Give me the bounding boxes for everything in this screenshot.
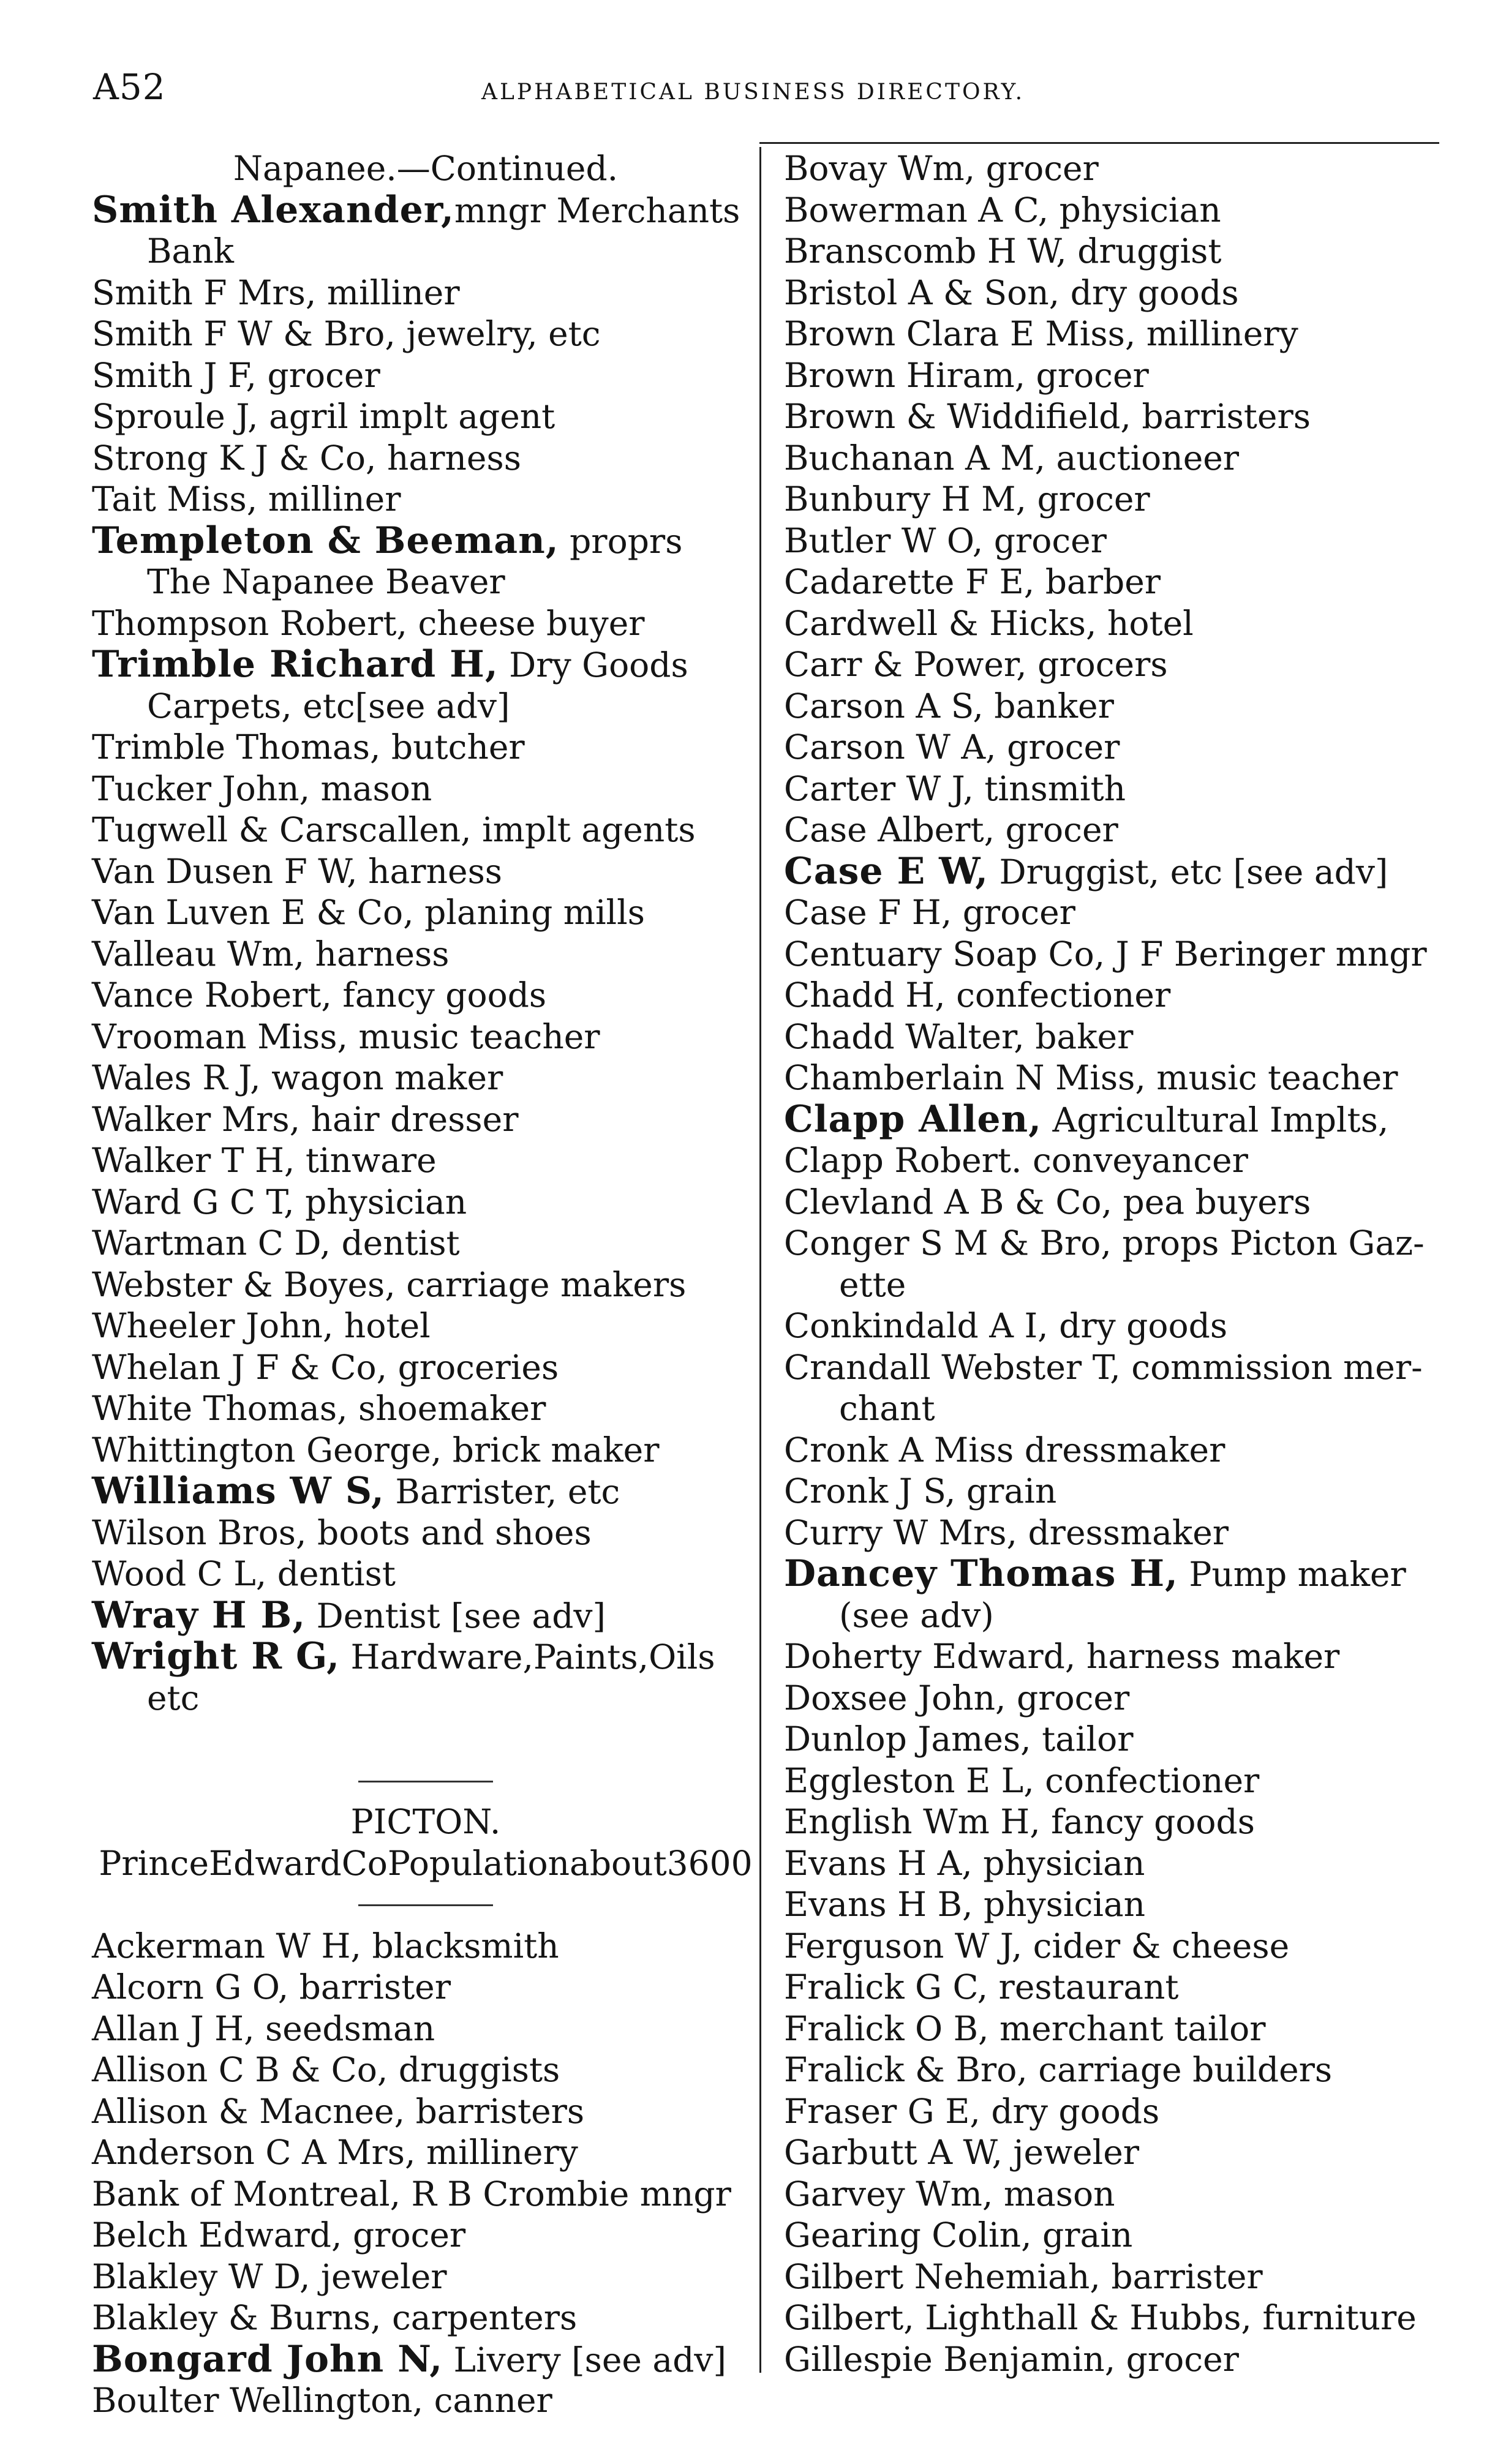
directory-entry [92,768,759,810]
entry-text: Chamberlain N Miss, music teacher [784,1058,1398,1097]
directory-entry [784,1967,1464,2008]
entry-text: Whelan J F & Co, groceries [92,1347,559,1387]
entry-text: Garbutt A W, jeweler [784,2133,1140,2172]
directory-entry [92,562,759,603]
entry-name-bold: Wray H B, [92,1593,306,1637]
entry-text: (see adv) [839,1595,994,1635]
entry-text: Evans H B, physician [784,1885,1146,1924]
entry-text: Webster & Boyes, carriage makers [92,1264,687,1304]
directory-entry [92,1388,759,1430]
directory-entry [784,2339,1464,2381]
entry-text: ette [839,1264,906,1304]
entry-text: Smith J F, grocer [92,355,380,395]
entry-text: Allison & Macnee, barristers [92,2091,585,2131]
entry-text: Bunbury H M, grocer [784,479,1150,519]
entry-text: Valleau Wm, harness [92,934,450,974]
entry-text: Boulter Wellington, canner [92,2381,552,2420]
directory-entry [784,1760,1464,1802]
entry-text: Gilbert Nehemiah, barrister [784,2256,1263,2296]
entry-text: Garvey Wm, mason [784,2174,1115,2214]
entry-text: Doherty Edward, harness maker [784,1637,1340,1676]
directory-entry [92,1016,759,1058]
directory-entry [92,2256,759,2298]
entry-text: Van Luven E & Co, planing mills [92,893,645,932]
entry-text: Bristol A & Son, dry goods [784,272,1239,312]
right-column [784,148,1464,2380]
directory-entry [784,1140,1464,1182]
entry-text: Centuary Soap Co, J F Beringer mngr [784,934,1427,974]
entry-text: Walker T H, tinware [92,1141,437,1180]
entry-name-bold: Williams W S, [92,1470,385,1512]
directory-entry [92,1099,759,1141]
directory-entry [784,562,1464,603]
entry-text: Hardware,Paints,Oils [340,1637,715,1677]
entry-text: Anderson C A Mrs, millinery [92,2133,578,2172]
directory-entry [92,2132,759,2174]
entry-text: Cadarette F E, barber [784,562,1161,601]
directory-entry [92,851,759,893]
directory-entry [784,1305,1464,1347]
entry-text: Carpets, etc[see adv] [147,686,510,726]
entry-text: Doxsee John, grocer [784,1678,1130,1718]
directory-entry [784,809,1464,851]
entry-text: Gillespie Benjamin, grocer [784,2339,1239,2379]
napanee-entries [92,190,759,1719]
directory-entry [784,768,1464,810]
directory-entry [784,1719,1464,1760]
entry-text: Walker Mrs, hair dresser [92,1099,519,1139]
entry-text: Dunlop James, tailor [784,1719,1134,1759]
entry-text: Brown Clara E Miss, millinery [784,314,1298,353]
entry-text: Dentist [see adv] [306,1596,606,1636]
directory-entry [784,2174,1464,2215]
directory-entry [92,2174,759,2215]
entry-text: etc [147,1678,200,1718]
directory-entry [784,1016,1464,1058]
directory-entry [784,1926,1464,1967]
directory-entry [784,2132,1464,2174]
directory-entry [784,644,1464,686]
directory-entry [784,396,1464,438]
directory-entry [92,2049,759,2091]
entry-text: White Thomas, shoemaker [92,1389,546,1428]
entry-text: Thompson Robert, cheese buyer [92,603,645,643]
directory-entry [92,520,759,562]
spacer [92,1719,759,1760]
entry-text: Barrister, etc [384,1472,620,1511]
directory-entry [784,892,1464,934]
directory-entry [92,644,759,686]
entry-text: Eggleston E L, confectioner [784,1760,1260,1800]
directory-entry [92,1471,759,1512]
picton-population: PrinceEdwardCoPopulationabout3600 [99,1843,753,1883]
entry-text: English Wm H, fancy goods [784,1802,1255,1841]
directory-entry [784,1595,1464,1637]
directory-entry [784,272,1464,314]
separator-dash [92,1760,759,1802]
directory-entry [92,438,759,479]
entry-text: Curry W Mrs, dressmaker [784,1512,1229,1552]
entry-text: Gearing Colin, grain [784,2215,1133,2255]
directory-entry [784,2091,1464,2133]
column-divider [759,147,761,2373]
directory-entry [784,1388,1464,1430]
directory-entry [784,727,1464,768]
entry-text: Branscomb H W, druggist [784,231,1222,271]
left-column [92,148,759,2422]
directory-entry [92,190,759,231]
entry-text: Pump maker [1178,1555,1406,1594]
directory-entry [92,1182,759,1223]
directory-entry [784,1512,1464,1554]
entry-text: Smith F Mrs, milliner [92,272,460,312]
entry-text: Agricultural Implts, [1042,1100,1389,1140]
entry-text: Clevland A B & Co, pea buyers [784,1182,1311,1222]
entry-text: Cardwell & Hicks, hotel [784,603,1194,643]
entry-text: Cronk A Miss dressmaker [784,1430,1226,1470]
entry-text: Wheeler John, hotel [92,1306,431,1345]
entry-text: Wood C L, dentist [92,1554,396,1593]
entry-name-bold: Bongard John N, [92,2337,443,2381]
directory-entry [784,1884,1464,1926]
directory-entry [92,272,759,314]
picton-entries [92,1926,759,2422]
directory-entry [784,1182,1464,1223]
entry-text: Bank of Montreal, R B Crombie mngr [92,2174,731,2214]
entry-text: Bowerman A C, physician [784,190,1221,230]
entry-text: Dry Goods [498,645,688,685]
directory-entry [784,520,1464,562]
directory-entry [92,314,759,355]
directory-entry [784,355,1464,397]
entry-text: Carr & Power, grocers [784,645,1168,684]
directory-entry [784,1553,1464,1595]
entry-text: Conkindald A I, dry goods [784,1306,1228,1345]
directory-entry [92,2339,759,2381]
entry-text: Fralick & Bro, carriage builders [784,2050,1333,2089]
directory-entry [92,2297,759,2339]
directory-entry [784,479,1464,520]
directory-entry [92,1347,759,1389]
entry-text: The Napanee Beaver [147,562,505,601]
directory-entry [784,314,1464,355]
directory-entry [92,1926,759,1967]
entry-text: Fralick O B, merchant tailor [784,2008,1266,2048]
entry-text: Ferguson W J, cider & cheese [784,1926,1290,1966]
entry-text: Carson A S, banker [784,686,1114,726]
entry-text: Chadd Walter, baker [784,1016,1134,1056]
entry-text: Butler W O, grocer [784,520,1107,560]
right-entries [784,148,1464,2380]
entry-name-bold: Smith Alexander, [92,188,454,231]
entry-text: Blakley & Burns, carpenters [92,2298,578,2337]
entry-text: Fraser G E, dry goods [784,2091,1160,2131]
entry-text: Carter W J, tinsmith [784,768,1126,808]
directory-entry [92,1264,759,1306]
header-rule [759,142,1439,144]
entry-text: Ward G C T, physician [92,1182,467,1222]
entry-text: Fralick G C, restaurant [784,1967,1179,2007]
entry-text: Buchanan A M, auctioneer [784,438,1240,478]
directory-entry [784,603,1464,645]
entry-text: Tugwell & Carscallen, implt agents [92,810,696,849]
entry-text: Conger S M & Bro, props Picton Gaz- [784,1223,1425,1263]
directory-entry [92,1595,759,1637]
directory-entry [784,1843,1464,1885]
entry-text: Carson W A, grocer [784,727,1120,767]
directory-entry [92,1967,759,2008]
continued-heading: Napanee.—Continued. [233,149,619,188]
directory-entry [784,2256,1464,2298]
entry-text: Trimble Thomas, butcher [92,727,525,767]
directory-entry [92,727,759,768]
directory-entry [92,809,759,851]
entry-name-bold: Clapp Allen, [784,1097,1042,1141]
entry-text: Brown Hiram, grocer [784,355,1149,395]
entry-text: Vrooman Miss, music teacher [92,1016,600,1056]
directory-entry [784,1636,1464,1678]
directory-entry [92,2008,759,2050]
entry-name-bold: Wright R G, [92,1635,341,1678]
entry-name-bold: Case E W, [784,849,989,893]
directory-entry [784,1057,1464,1099]
directory-entry [784,1347,1464,1389]
entry-text: Tait Miss, milliner [92,479,401,519]
directory-entry [784,686,1464,727]
entry-text: Wartman C D, dentist [92,1223,460,1263]
directory-entry [92,1512,759,1554]
directory-entry [92,355,759,397]
directory-entry [92,2091,759,2133]
entry-text: Cronk J S, grain [784,1471,1057,1511]
running-head: ALPHABETICAL BUSINESS DIRECTORY. [481,80,1025,105]
directory-entry [92,934,759,975]
directory-entry [92,1430,759,1471]
entry-text: Gilbert, Lighthall & Hubbs, furniture [784,2298,1417,2337]
entry-text: Vance Robert, fancy goods [92,975,547,1015]
directory-entry [784,148,1464,190]
directory-entry [784,231,1464,272]
directory-entry [784,1223,1464,1264]
entry-text: chant [839,1389,935,1428]
entry-text: Allan J H, seedsman [92,2008,435,2048]
entry-name-bold: Templeton & Beeman, [92,519,559,562]
entry-text: Wales R J, wagon maker [92,1058,503,1097]
directory-entry [784,851,1464,893]
directory-entry [92,686,759,727]
entry-text: Sproule J, agril implt agent [92,397,555,436]
entry-text: Wilson Bros, boots and shoes [92,1512,592,1552]
entry-text: Van Dusen F W, harness [92,851,503,891]
directory-entry [92,1678,759,1719]
directory-entry [92,231,759,272]
directory-entry [92,396,759,438]
entry-text: Evans H A, physician [784,1843,1145,1883]
entry-text: Alcorn G O, barrister [92,1967,451,2007]
entry-text: mngr Merchants [454,190,740,230]
separator-dash [92,1884,759,1926]
directory-entry [92,603,759,645]
entry-text: Livery [see adv] [443,2340,726,2379]
directory-entry [92,2215,759,2256]
directory-entry [784,190,1464,231]
entry-text: Belch Edward, grocer [92,2215,466,2255]
directory-entry [92,975,759,1016]
directory-entry [784,1430,1464,1471]
directory-entry [784,438,1464,479]
page-number: A52 [93,66,166,108]
entry-text: Bank [147,231,234,271]
directory-entry [92,1305,759,1347]
directory-entry [92,892,759,934]
entry-text: Smith F W & Bro, jewelry, etc [92,314,601,353]
directory-entry [92,479,759,520]
entry-text: Strong K J & Co, harness [92,438,521,478]
entry-text: Case Albert, grocer [784,810,1118,849]
entry-text: Druggist, etc [see adv] [988,852,1388,892]
entry-text: Case F H, grocer [784,893,1075,932]
entry-name-bold: Trimble Richard H, [92,643,499,686]
directory-entry [784,1264,1464,1306]
directory-entry [92,1636,759,1678]
entry-text: Brown & Widdifield, barristers [784,397,1311,436]
entry-text: Ackerman W H, blacksmith [92,1926,559,1966]
directory-entry [784,1678,1464,1719]
directory-entry [784,975,1464,1016]
picton-heading: PICTON. [350,1802,501,1841]
entry-text: Blakley W D, jeweler [92,2256,447,2296]
directory-entry [784,1099,1464,1141]
directory-entry [784,2215,1464,2256]
directory-entry [784,934,1464,975]
entry-text: Chadd H, confectioner [784,975,1171,1015]
entry-name-bold: Dancey Thomas H, [784,1552,1178,1595]
entry-text: Crandall Webster T, commission mer- [784,1347,1423,1387]
directory-entry [784,2049,1464,2091]
directory-entry [784,2008,1464,2050]
entry-text: Whittington George, brick maker [92,1430,660,1470]
directory-entry [92,1553,759,1595]
entry-text: Tucker John, mason [92,768,432,808]
entry-text: Clapp Robert. conveyancer [784,1141,1248,1180]
directory-entry [92,2380,759,2422]
entry-text: proprs [559,521,683,561]
directory-entry [92,1057,759,1099]
directory-entry [784,1471,1464,1512]
entry-text: Allison C B & Co, druggists [92,2050,560,2089]
directory-entry [784,1801,1464,1843]
directory-entry [92,1140,759,1182]
entry-text: Bovay Wm, grocer [784,149,1099,188]
directory-entry [92,1223,759,1264]
directory-entry [784,2297,1464,2339]
